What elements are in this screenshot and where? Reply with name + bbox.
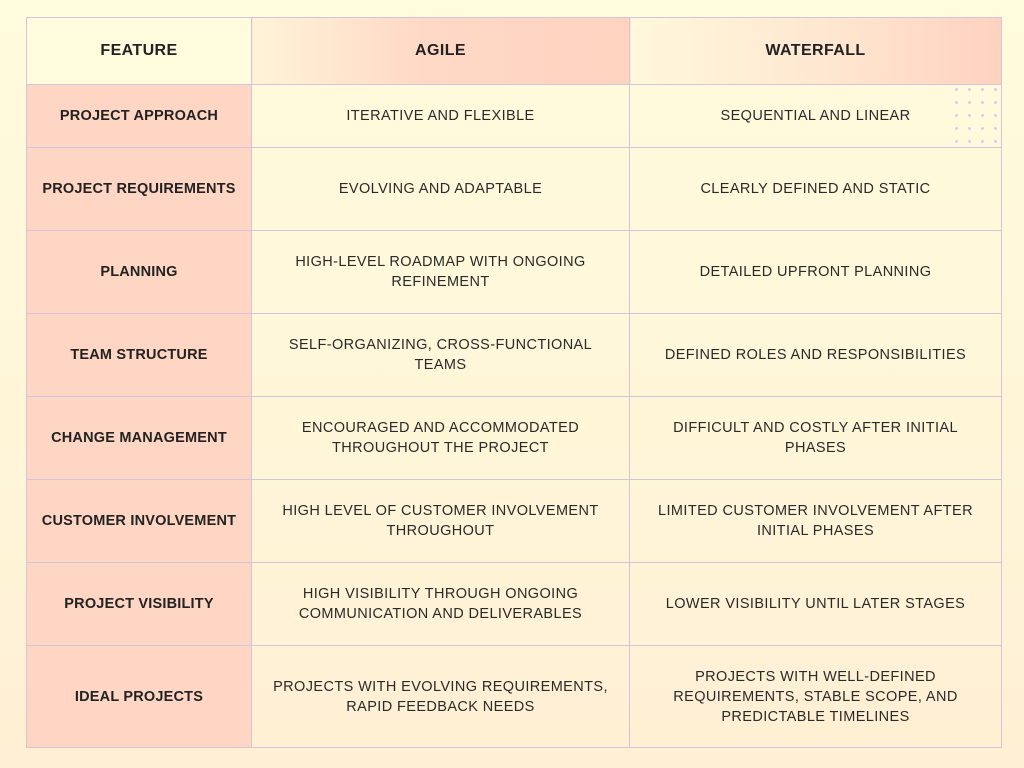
table-row (27, 563, 1002, 646)
header-waterfall: WATERFALL (630, 18, 1002, 85)
agile-cell: SELF-ORGANIZING, CROSS-FUNCTIONAL TEAMS (252, 314, 630, 397)
table-row (27, 646, 1002, 748)
agile-cell: EVOLVING AND ADAPTABLE (252, 148, 630, 231)
waterfall-cell: DETAILED UPFRONT PLANNING (630, 231, 1002, 314)
agile-cell: ITERATIVE AND FLEXIBLE (252, 85, 630, 148)
waterfall-cell: CLEARLY DEFINED AND STATIC (630, 148, 1002, 231)
agile-cell: ENCOURAGED AND ACCOMMODATED THROUGHOUT THE PROJECT (252, 397, 630, 480)
table-row (27, 231, 1002, 314)
feature-cell: PROJECT VISIBILITY (27, 563, 252, 646)
feature-cell: CHANGE MANAGEMENT (27, 397, 252, 480)
agile-cell: HIGH-LEVEL ROADMAP WITH ONGOING REFINEMENT (252, 231, 630, 314)
feature-cell: IDEAL PROJECTS (27, 646, 252, 748)
table-row (27, 314, 1002, 397)
table-row (27, 397, 1002, 480)
comparison-table-container (26, 17, 1001, 748)
waterfall-cell: DEFINED ROLES AND RESPONSIBILITIES (630, 314, 1002, 397)
table-row (27, 480, 1002, 563)
waterfall-cell: LIMITED CUSTOMER INVOLVEMENT AFTER INITIAL PHASES (630, 480, 1002, 563)
table-row (27, 85, 1002, 148)
agile-vs-waterfall-table (26, 17, 1002, 748)
waterfall-cell: SEQUENTIAL AND LINEAR (630, 85, 1002, 148)
header-feature: FEATURE (27, 18, 252, 85)
feature-cell: PLANNING (27, 231, 252, 314)
waterfall-cell: DIFFICULT AND COSTLY AFTER INITIAL PHASES (630, 397, 1002, 480)
feature-cell: TEAM STRUCTURE (27, 314, 252, 397)
waterfall-cell: PROJECTS WITH WELL-DEFINED REQUIREMENTS, STABLE SCOPE, AND PREDICTABLE TIMELINES (630, 646, 1002, 748)
feature-cell: CUSTOMER INVOLVEMENT (27, 480, 252, 563)
table-row (27, 148, 1002, 231)
feature-cell: PROJECT APPROACH (27, 85, 252, 148)
header-agile: AGILE (252, 18, 630, 85)
agile-cell: PROJECTS WITH EVOLVING REQUIREMENTS, RAPID FEEDBACK NEEDS (252, 646, 630, 748)
header-row (27, 18, 1002, 85)
agile-cell: HIGH VISIBILITY THROUGH ONGOING COMMUNICATION AND DELIVERABLES (252, 563, 630, 646)
waterfall-cell: LOWER VISIBILITY UNTIL LATER STAGES (630, 563, 1002, 646)
feature-cell: PROJECT REQUIREMENTS (27, 148, 252, 231)
agile-cell: HIGH LEVEL OF CUSTOMER INVOLVEMENT THROUGHOUT (252, 480, 630, 563)
